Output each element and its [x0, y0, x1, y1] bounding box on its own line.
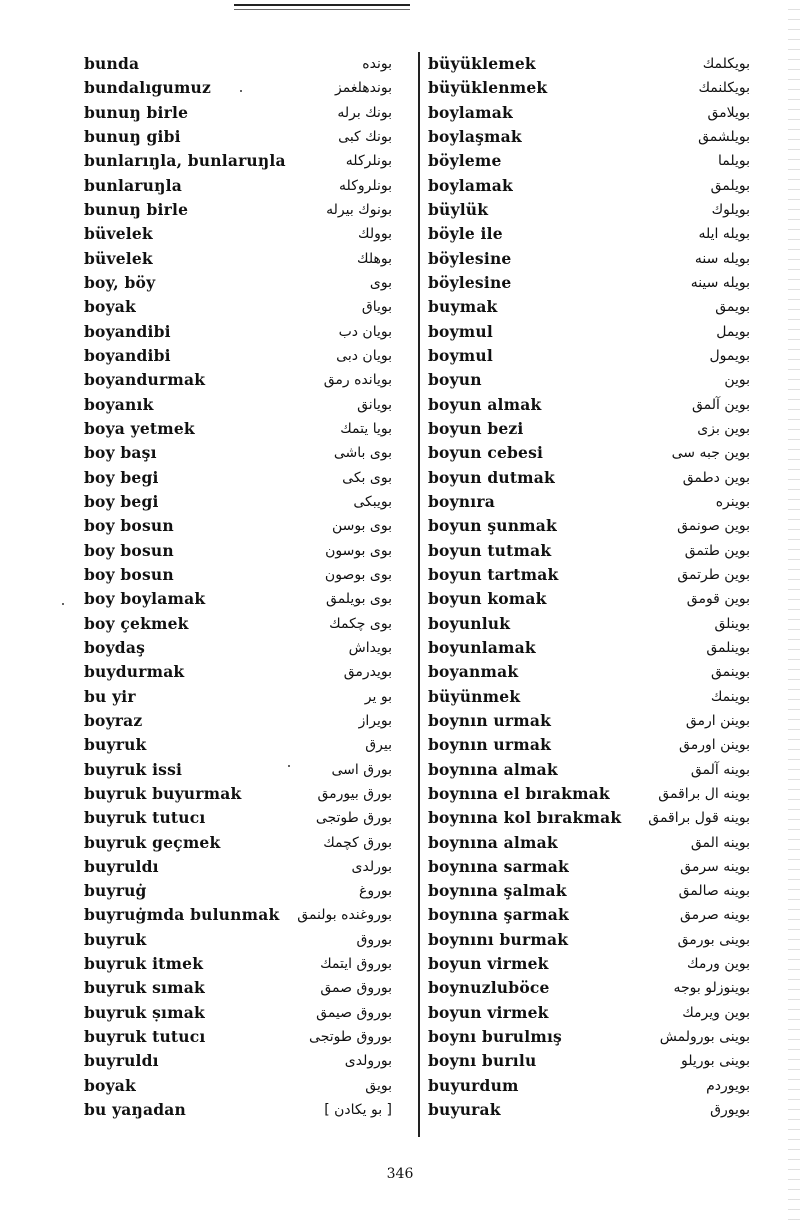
entry-latin: bunuŋ birle	[84, 102, 189, 122]
entry-latin: boy başı	[84, 443, 157, 463]
entry-latin: buyruk tutucı	[84, 808, 206, 828]
entry-arabic: بوين طتمق	[684, 542, 750, 559]
dictionary-entry	[80, 733, 420, 757]
dictionary-entry	[422, 417, 752, 441]
entry-latin: boyraz	[84, 710, 143, 730]
entry-arabic: بوى باشى	[333, 445, 392, 462]
entry-arabic: بوروغنده بولنمق	[297, 907, 392, 924]
entry-arabic: بويكلنمك	[698, 80, 750, 97]
entry-latin: boynına kol bırakmak	[428, 808, 622, 828]
entry-arabic: بوينلمق	[706, 639, 750, 656]
entry-arabic: بويلوك	[711, 201, 750, 218]
dictionary-entry	[80, 1074, 420, 1098]
dictionary-entry	[80, 709, 420, 733]
entry-arabic: بوينوزلو بوجه	[673, 980, 750, 997]
dictionary-entry	[80, 149, 420, 173]
page-number: 346	[386, 1166, 414, 1182]
entry-latin: bunuŋ gibi	[84, 126, 181, 146]
entry-arabic: بوينمق	[710, 664, 750, 681]
entry-arabic: بوين قومق	[686, 591, 750, 608]
entry-arabic: بويمل	[716, 323, 750, 340]
dictionary-entry	[80, 1098, 420, 1122]
entry-latin: buyruk	[84, 929, 147, 949]
dictionary-entry	[80, 1025, 420, 1049]
dictionary-entry	[80, 976, 420, 1000]
entry-arabic: بوينى بورمق	[677, 931, 750, 948]
entry-arabic: بوروق صمق	[320, 980, 392, 997]
dictionary-entry	[422, 222, 752, 246]
entry-latin: boyun virmek	[428, 1002, 549, 1022]
entry-arabic: بويبكى	[353, 493, 392, 510]
entry-latin: boyunlamak	[428, 637, 536, 657]
entry-arabic: بوى بويلمق	[326, 591, 392, 608]
entry-arabic: بوروغ	[358, 883, 392, 900]
entry-arabic: بويراز	[358, 712, 392, 729]
entry-latin: boynıra	[428, 491, 495, 511]
dictionary-entry	[80, 466, 420, 490]
dictionary-entry	[80, 612, 420, 636]
entry-arabic: بوى چكمك	[329, 615, 392, 632]
entry-latin: boyun bezi	[428, 418, 524, 438]
entry-arabic: بوياق	[361, 299, 392, 316]
dictionary-entry	[422, 903, 752, 927]
entry-arabic: بوين ورمك	[687, 956, 750, 973]
entry-arabic: بونك كبى	[338, 128, 392, 145]
entry-arabic: بوين بزى	[697, 420, 750, 437]
entry-arabic: بوين صونمق	[677, 518, 750, 535]
entry-latin: boy bosun	[84, 516, 174, 536]
ink-speck	[62, 603, 64, 605]
entry-latin: buyruk	[84, 735, 147, 755]
dictionary-entry	[80, 222, 420, 246]
entry-arabic: بوى بوسن	[331, 518, 392, 535]
dictionary-entry	[80, 587, 420, 611]
entry-arabic: بوروق	[356, 931, 392, 948]
entry-latin: büyünmek	[428, 686, 521, 706]
entry-arabic: بوينره	[715, 493, 750, 510]
dictionary-entry	[80, 417, 420, 441]
entry-latin: boynını burmak	[428, 929, 569, 949]
dictionary-entry	[80, 320, 420, 344]
entry-arabic: بويان دبى	[336, 347, 392, 364]
dictionary-entry	[80, 563, 420, 587]
entry-arabic: بوين دطمق	[682, 469, 750, 486]
entry-latin: boylamak	[428, 175, 513, 195]
dictionary-entry	[80, 271, 420, 295]
dictionary-entry	[80, 198, 420, 222]
entry-arabic: بويكلمك	[702, 56, 750, 72]
dictionary-entry	[422, 733, 752, 757]
dictionary-entry	[80, 855, 420, 879]
entry-latin: boyak	[84, 297, 136, 317]
entry-latin: boy çekmek	[84, 613, 189, 633]
entry-latin: boyun dutmak	[428, 467, 555, 487]
entry-arabic: بويانده رمق	[323, 372, 392, 389]
dictionary-entry	[422, 52, 752, 76]
entry-latin: boydaş	[84, 637, 145, 657]
entry-arabic: بويداش	[348, 639, 392, 656]
ink-speck	[240, 90, 242, 92]
dictionary-entry	[422, 539, 752, 563]
entry-latin: boylaşmak	[428, 126, 522, 146]
entry-latin: boyandibi	[84, 345, 171, 365]
entry-latin: buyruk issi	[84, 759, 183, 779]
entry-latin: buyruġmda bulunmak	[84, 905, 280, 925]
entry-arabic: بوروق طوتجى	[309, 1029, 392, 1046]
entry-arabic: بوولك	[358, 226, 392, 243]
entry-latin: boynuzluböce	[428, 978, 550, 998]
entry-arabic: بويلمق	[710, 177, 750, 194]
dictionary-entry	[422, 976, 752, 1000]
entry-arabic: بوروق ايتمك	[320, 956, 392, 973]
dictionary-entry	[422, 1001, 752, 1025]
entry-latin: boy bosun	[84, 564, 174, 584]
dictionary-entry	[422, 928, 752, 952]
dictionary-entry	[422, 149, 752, 173]
dictionary-entry	[422, 441, 752, 465]
entry-latin: boymul	[428, 321, 493, 341]
entry-arabic: بوى بوسون	[325, 542, 392, 559]
dictionary-entry	[80, 685, 420, 709]
dictionary-entry	[80, 806, 420, 830]
dictionary-entry	[422, 295, 752, 319]
entry-latin: boyun tartmak	[428, 564, 559, 584]
entry-arabic: بوروق صيمق	[316, 1004, 392, 1021]
entry-latin: boy, böy	[84, 272, 156, 292]
dictionary-entry	[80, 52, 420, 76]
entry-arabic: بوى	[369, 274, 392, 291]
dictionary-entry	[80, 393, 420, 417]
entry-latin: bunuŋ birle	[84, 199, 189, 219]
entry-arabic: بوينى بورولمش	[659, 1029, 750, 1046]
dictionary-entry	[80, 514, 420, 538]
entry-latin: boy begi	[84, 491, 159, 511]
dictionary-entry	[422, 855, 752, 879]
dictionary-entry	[422, 344, 752, 368]
entry-arabic: بوينه صرمق	[680, 907, 750, 924]
entry-latin: böyle ile	[428, 224, 503, 244]
entry-latin: boy bosun	[84, 540, 174, 560]
entry-arabic: بوينمك	[710, 688, 750, 705]
entry-latin: boynı burulmış	[428, 1027, 562, 1047]
entry-arabic: بويان دب	[338, 323, 392, 340]
entry-latin: buyruk geçmek	[84, 832, 221, 852]
dictionary-entry	[422, 1049, 752, 1073]
entry-arabic: بونوك بيرله	[326, 201, 392, 218]
entry-latin: boyun almak	[428, 394, 542, 414]
dictionary-entry	[80, 952, 420, 976]
entry-arabic: بوهلك	[357, 250, 392, 267]
entry-arabic: بورق طوتجى	[315, 810, 392, 827]
entry-latin: boynına sarmak	[428, 856, 569, 876]
dictionary-entry	[422, 660, 752, 684]
entry-arabic: بورولدى	[344, 1053, 392, 1070]
dictionary-entry	[80, 174, 420, 198]
entry-arabic: [ بو يكادن ]	[324, 1102, 392, 1119]
entry-latin: büvelek	[84, 248, 153, 268]
dictionary-entry	[422, 490, 752, 514]
dictionary-entry	[80, 758, 420, 782]
dictionary-entry	[422, 636, 752, 660]
dictionary-entry	[422, 1025, 752, 1049]
dictionary-entry	[422, 320, 752, 344]
entry-arabic: بوينه المق	[690, 834, 750, 851]
entry-arabic: بونلركله	[345, 153, 392, 170]
dictionary-entry	[80, 247, 420, 271]
entry-latin: boyun şunmak	[428, 516, 557, 536]
entry-latin: buyruk ṣımak	[84, 1002, 205, 1022]
entry-arabic: بويلامق	[707, 104, 750, 121]
entry-latin: boyandibi	[84, 321, 171, 341]
scan-edge	[788, 0, 800, 1229]
entry-arabic: بيرق	[365, 737, 392, 754]
entry-latin: buyruk tutucı	[84, 1027, 206, 1047]
entry-arabic: بويلشمق	[698, 128, 750, 145]
dictionary-entry	[422, 466, 752, 490]
dictionary-entry	[422, 247, 752, 271]
dictionary-entry	[422, 612, 752, 636]
entry-latin: büylük	[428, 199, 489, 219]
entry-latin: boyun virmek	[428, 954, 549, 974]
entry-latin: boyak	[84, 1075, 136, 1095]
entry-arabic: بوين ويرمك	[682, 1004, 750, 1021]
entry-arabic: بوينن ارمق	[685, 712, 750, 729]
dictionary-entry	[422, 1098, 752, 1122]
entry-latin: buyruġ	[84, 881, 147, 901]
entry-latin: büyüklemek	[428, 54, 536, 73]
entry-latin: buyruk sımak	[84, 978, 205, 998]
entry-arabic: بوينه صالمق	[678, 883, 750, 900]
entry-latin: boynı burılu	[428, 1051, 537, 1071]
entry-latin: boynına şarmak	[428, 905, 569, 925]
dictionary-entry	[80, 295, 420, 319]
entry-arabic: بورق بيورمق	[317, 785, 392, 802]
dictionary-entry	[80, 831, 420, 855]
dictionary-entry	[80, 490, 420, 514]
entry-arabic: بوندهلغمز	[335, 80, 392, 97]
entry-arabic: بويمق	[715, 299, 750, 316]
entry-latin: boyunluk	[428, 613, 511, 633]
entry-latin: boymul	[428, 345, 493, 365]
entry-arabic: بوينى بوريلو	[680, 1053, 750, 1070]
dictionary-entry	[422, 368, 752, 392]
entry-arabic: بوينه سرمق	[680, 858, 750, 875]
entry-latin: boyun cebesi	[428, 443, 544, 463]
entry-arabic: بونلروكله	[339, 177, 392, 194]
entry-arabic: بويق	[365, 1077, 392, 1094]
dictionary-entry	[422, 758, 752, 782]
entry-latin: boyun tutmak	[428, 540, 552, 560]
entry-arabic: بويله سينه	[690, 274, 750, 291]
entry-arabic: بونك برله	[337, 104, 392, 121]
entry-latin: boynın urmak	[428, 710, 552, 730]
dictionary-entry	[422, 393, 752, 417]
column-divider	[418, 52, 420, 1137]
entry-latin: buyruk buyurmak	[84, 783, 242, 803]
entry-latin: buymak	[428, 297, 498, 317]
entry-latin: büyüklenmek	[428, 78, 548, 98]
entry-arabic: بويوردم	[706, 1077, 750, 1094]
entry-latin: buydurmak	[84, 662, 185, 682]
entry-latin: bu yaŋadan	[84, 1100, 187, 1120]
dictionary-entry	[80, 368, 420, 392]
entry-latin: boynına el bırakmak	[428, 783, 610, 803]
dictionary-entry	[422, 587, 752, 611]
entry-latin: buyurak	[428, 1100, 501, 1120]
entry-arabic: بويانق	[357, 396, 392, 413]
entry-latin: buyruldı	[84, 1051, 159, 1071]
entry-arabic: بويمول	[709, 347, 750, 364]
left-column	[80, 52, 420, 1122]
dictionary-entry	[422, 879, 752, 903]
entry-latin: boyun komak	[428, 589, 547, 609]
dictionary-entry	[80, 539, 420, 563]
dictionary-entry	[422, 563, 752, 587]
entry-arabic: بويله ايله	[698, 226, 750, 243]
entry-latin: bunda	[84, 54, 140, 73]
entry-arabic: بورلدى	[351, 858, 392, 875]
entry-arabic: بوينه قول براقمق	[648, 810, 750, 827]
dictionary-entry	[80, 101, 420, 125]
dictionary-entry	[422, 198, 752, 222]
entry-arabic: بورق كچمك	[323, 834, 392, 851]
entry-latin: bunlarıŋla, bunlaruŋla	[84, 151, 286, 171]
dictionary-entry	[422, 806, 752, 830]
entry-arabic: بوينن اورمق	[679, 737, 750, 754]
entry-latin: bu yir	[84, 686, 136, 706]
dictionary-entry	[80, 1049, 420, 1073]
entry-latin: boyun	[428, 370, 482, 390]
entry-arabic: بوين	[724, 372, 750, 389]
dictionary-entry	[80, 125, 420, 149]
dictionary-entry	[80, 928, 420, 952]
entry-latin: boyanık	[84, 394, 154, 414]
entry-arabic: بوين آلمق	[691, 396, 750, 413]
entry-arabic: بويورق	[710, 1102, 750, 1119]
dictionary-entry	[422, 76, 752, 100]
dictionary-entry	[422, 101, 752, 125]
entry-latin: bunlaruŋla	[84, 175, 182, 195]
dictionary-entry	[80, 76, 420, 100]
dictionary-entry	[422, 174, 752, 198]
entry-latin: boy begi	[84, 467, 159, 487]
entry-arabic: بوين طرتمق	[677, 566, 750, 583]
entry-latin: boylamak	[428, 102, 513, 122]
dictionary-entry	[80, 903, 420, 927]
dictionary-entry	[422, 1074, 752, 1098]
dictionary-entry	[80, 344, 420, 368]
entry-latin: boynına almak	[428, 832, 558, 852]
entry-arabic: بونده	[362, 56, 392, 72]
entry-latin: böylesine	[428, 248, 512, 268]
entry-latin: boya yetmek	[84, 418, 195, 438]
dictionary-entry	[422, 125, 752, 149]
ink-speck	[288, 765, 290, 767]
entry-latin: böylesine	[428, 272, 512, 292]
entry-arabic: بوينلق	[714, 615, 750, 632]
dictionary-entry	[80, 1001, 420, 1025]
entry-arabic: بورق اسى	[331, 761, 392, 778]
entry-latin: buyruk itmek	[84, 954, 204, 974]
dictionary-entry	[80, 782, 420, 806]
entry-latin: boynına şalmak	[428, 881, 567, 901]
top-rule	[234, 4, 410, 10]
entry-arabic: بوى بوصون	[324, 566, 392, 583]
entry-arabic: بويدرمق	[343, 664, 392, 681]
dictionary-entry	[422, 514, 752, 538]
entry-arabic: بوين جبه سى	[671, 445, 750, 462]
entry-arabic: بويله سنه	[694, 250, 750, 267]
entry-arabic: بوى بكى	[342, 469, 392, 486]
entry-arabic: بوينه آلمق	[690, 761, 750, 778]
dictionary-entry	[422, 685, 752, 709]
entry-latin: böyleme	[428, 151, 502, 171]
right-column	[422, 52, 752, 1122]
entry-latin: boyandurmak	[84, 370, 206, 390]
entry-latin: boynına almak	[428, 759, 558, 779]
entry-arabic: بويا يتمك	[340, 420, 392, 437]
entry-latin: boyanmak	[428, 662, 519, 682]
entry-latin: buyurdum	[428, 1075, 519, 1095]
dictionary-entry	[422, 271, 752, 295]
entry-arabic: بويلما	[717, 153, 750, 170]
dictionary-entry	[80, 636, 420, 660]
dictionary-entry	[80, 879, 420, 903]
entry-latin: boy boylamak	[84, 589, 206, 609]
dictionary-entry	[422, 952, 752, 976]
entry-latin: boynın urmak	[428, 735, 552, 755]
entry-latin: büvelek	[84, 224, 153, 244]
dictionary-entry	[422, 831, 752, 855]
entry-arabic: بو ير	[364, 688, 392, 705]
entry-latin: buyruldı	[84, 856, 159, 876]
dictionary-entry	[422, 709, 752, 733]
dictionary-entry	[422, 782, 752, 806]
entry-latin: bundalıgumuz	[84, 78, 212, 98]
entry-arabic: بوينه ال براقمق	[658, 785, 750, 802]
dictionary-entry	[80, 441, 420, 465]
dictionary-entry	[80, 660, 420, 684]
